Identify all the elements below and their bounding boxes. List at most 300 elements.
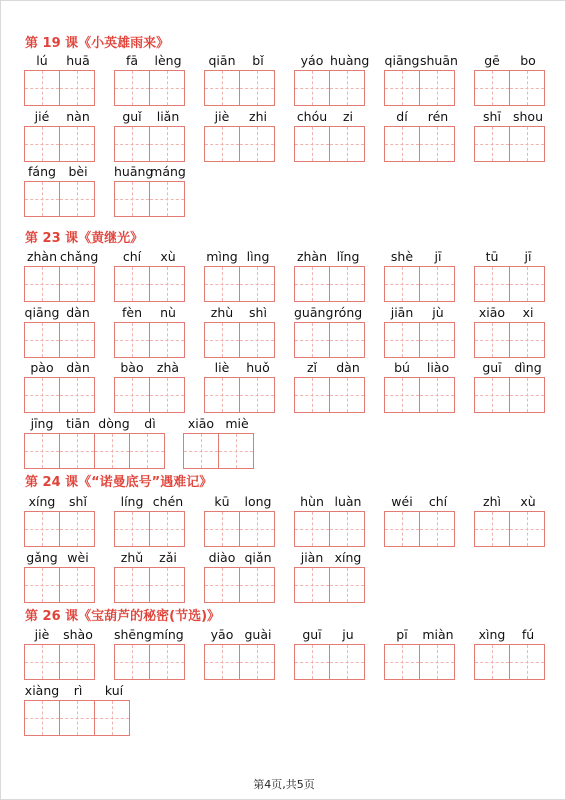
writing-grid (24, 511, 95, 547)
word-row (1, 305, 566, 361)
pinyin-syllable: míng (152, 627, 184, 642)
pinyin-syllable: kū (214, 494, 230, 509)
pinyin-line (24, 683, 132, 699)
pinyin-line (294, 305, 366, 321)
pinyin-syllable: jī (524, 249, 532, 264)
pinyin-syllable: lèng (154, 53, 182, 68)
writing-grid (294, 70, 365, 106)
tianzige-cell (59, 377, 95, 413)
pinyin-syllable: shào (63, 627, 93, 642)
tianzige-cell (149, 181, 185, 217)
pinyin-syllable: guǐ (122, 109, 142, 124)
pinyin-line (384, 494, 456, 510)
tianzige-cell (239, 511, 275, 547)
writing-grid (114, 126, 185, 162)
pinyin-syllable: wèi (67, 550, 89, 565)
pinyin-line (294, 550, 366, 566)
writing-grid (24, 700, 130, 736)
tianzige-cell (94, 433, 130, 469)
tianzige-cell (24, 322, 60, 358)
word-row (1, 627, 566, 683)
tianzige-cell (384, 644, 420, 680)
tianzige-cell (114, 266, 150, 302)
pinyin-line (24, 305, 96, 321)
pinyin-syllable: diào (208, 550, 236, 565)
pinyin-syllable: zǐ (306, 360, 318, 375)
tianzige-cell (294, 567, 330, 603)
pinyin-syllable: miàn (422, 627, 454, 642)
tianzige-cell (114, 322, 150, 358)
pinyin-syllable: wéi (391, 494, 413, 509)
pinyin-syllable: dòng (98, 416, 130, 431)
pinyin-syllable: guī (482, 360, 502, 375)
tianzige-cell (474, 511, 510, 547)
tianzige-cell (24, 377, 60, 413)
pinyin-line (114, 360, 186, 376)
pinyin-syllable: jiè (214, 109, 230, 124)
writing-grid (204, 644, 275, 680)
tianzige-cell (329, 377, 365, 413)
word-row (1, 249, 566, 305)
tianzige-cell (239, 644, 275, 680)
pinyin-syllable: luàn (334, 494, 362, 509)
tianzige-cell (149, 266, 185, 302)
pinyin-syllable: xù (520, 494, 536, 509)
tianzige-cell (294, 70, 330, 106)
pinyin-syllable: jī (434, 249, 442, 264)
pinyin-syllable: zǎi (159, 550, 177, 565)
tianzige-cell (218, 433, 254, 469)
word-row (1, 494, 566, 550)
pinyin-syllable: shī (483, 109, 501, 124)
tianzige-cell (509, 126, 545, 162)
pinyin-syllable: zhàn (26, 249, 58, 264)
tianzige-cell (149, 567, 185, 603)
pinyin-line (24, 494, 96, 510)
tianzige-cell (204, 126, 240, 162)
pinyin-syllable: líng (120, 494, 144, 509)
tianzige-cell (114, 567, 150, 603)
word-row (1, 550, 566, 606)
tianzige-cell (149, 322, 185, 358)
pinyin-syllable: ju (342, 627, 354, 642)
tianzige-cell (239, 126, 275, 162)
pinyin-syllable: zhù (210, 305, 234, 320)
pinyin-line (114, 164, 186, 180)
pinyin-syllable: long (244, 494, 272, 509)
tianzige-cell (183, 433, 219, 469)
pinyin-line (384, 627, 456, 643)
tianzige-cell (59, 266, 95, 302)
tianzige-cell (24, 70, 60, 106)
pinyin-syllable: shǐ (69, 494, 87, 509)
tianzige-cell (114, 377, 150, 413)
tianzige-cell (419, 377, 455, 413)
pinyin-syllable: xù (160, 249, 176, 264)
section-title: 第 19 课《小英雄雨来》 (25, 36, 170, 51)
pinyin-syllable: róng (333, 305, 363, 320)
tianzige-cell (294, 126, 330, 162)
pinyin-line (474, 494, 546, 510)
writing-grid (24, 322, 95, 358)
pinyin-syllable: chǎng (60, 249, 99, 264)
pinyin-syllable: bào (120, 360, 144, 375)
tianzige-cell (129, 433, 165, 469)
pinyin-syllable: gē (484, 53, 500, 68)
tianzige-cell (204, 70, 240, 106)
tianzige-cell (59, 700, 95, 736)
pinyin-syllable: chí (122, 249, 142, 264)
pinyin-syllable: shēng (114, 627, 152, 642)
tianzige-cell (329, 266, 365, 302)
tianzige-cell (149, 644, 185, 680)
pinyin-line (294, 249, 366, 265)
section-title: 第 24 课《“诺曼底号”遇难记》 (25, 475, 213, 490)
pinyin-syllable: liào (426, 360, 450, 375)
pinyin-syllable: huā (66, 53, 90, 68)
tianzige-cell (509, 266, 545, 302)
pinyin-syllable: huàng (330, 53, 370, 68)
tianzige-cell (239, 266, 275, 302)
tianzige-cell (59, 70, 95, 106)
tianzige-cell (419, 511, 455, 547)
pinyin-syllable: dàn (336, 360, 360, 375)
pinyin-line (204, 360, 276, 376)
tianzige-cell (59, 126, 95, 162)
pinyin-syllable: mìng (206, 249, 238, 264)
writing-grid (474, 644, 545, 680)
writing-grid (474, 266, 545, 302)
pinyin-syllable: dì (144, 416, 156, 431)
tianzige-cell (59, 433, 95, 469)
pinyin-syllable: kuí (104, 683, 124, 698)
tianzige-cell (329, 70, 365, 106)
pinyin-syllable: nù (160, 305, 176, 320)
pinyin-syllable: nàn (66, 109, 90, 124)
page-footer: 第4页,共5页 (253, 778, 315, 791)
pinyin-syllable: xiāo (187, 416, 215, 431)
tianzige-cell (94, 700, 130, 736)
tianzige-cell (329, 567, 365, 603)
word-row (1, 360, 566, 416)
tianzige-cell (114, 181, 150, 217)
writing-grid (24, 377, 95, 413)
pinyin-syllable: tiān (66, 416, 90, 431)
pinyin-line (384, 305, 456, 321)
tianzige-cell (294, 266, 330, 302)
tianzige-cell (474, 322, 510, 358)
tianzige-cell (114, 644, 150, 680)
tianzige-cell (24, 700, 60, 736)
tianzige-cell (509, 377, 545, 413)
pinyin-line (114, 109, 186, 125)
pinyin-syllable: lú (36, 53, 48, 68)
pinyin-syllable: chén (152, 494, 184, 509)
pinyin-syllable: guāng (294, 305, 334, 320)
writing-grid (24, 181, 95, 217)
writing-grid (114, 511, 185, 547)
pinyin-syllable: rén (427, 109, 449, 124)
word-row (1, 683, 566, 739)
writing-grid (114, 644, 185, 680)
writing-grid (114, 181, 185, 217)
writing-grid (204, 126, 275, 162)
pinyin-syllable: bǐ (252, 53, 264, 68)
pinyin-line (384, 249, 456, 265)
pinyin-syllable: dàn (66, 305, 90, 320)
tianzige-cell (474, 644, 510, 680)
tianzige-cell (384, 126, 420, 162)
writing-grid (474, 70, 545, 106)
tianzige-cell (24, 644, 60, 680)
writing-grid (384, 322, 455, 358)
pinyin-syllable: xiàng (24, 683, 60, 698)
pinyin-syllable: fú (521, 627, 535, 642)
pinyin-line (474, 53, 546, 69)
tianzige-cell (24, 266, 60, 302)
tianzige-cell (329, 511, 365, 547)
writing-grid (384, 377, 455, 413)
pinyin-syllable: jù (432, 305, 444, 320)
tianzige-cell (419, 644, 455, 680)
pinyin-syllable: jiè (34, 627, 50, 642)
pinyin-syllable: zhǔ (120, 550, 144, 565)
tianzige-cell (474, 266, 510, 302)
pinyin-syllable: zhi (249, 109, 267, 124)
pinyin-syllable: guī (302, 627, 322, 642)
pinyin-syllable: qiǎn (244, 550, 272, 565)
tianzige-cell (204, 377, 240, 413)
writing-grid (114, 567, 185, 603)
pinyin-line (114, 249, 186, 265)
tianzige-cell (149, 70, 185, 106)
pinyin-syllable: zhì (483, 494, 501, 509)
pinyin-syllable: jiàn (300, 550, 324, 565)
pinyin-line (114, 305, 186, 321)
word-row (1, 53, 566, 109)
pinyin-line (24, 627, 96, 643)
pinyin-syllable: huāng (114, 164, 154, 179)
pinyin-syllable: jiān (390, 305, 414, 320)
tianzige-cell (294, 322, 330, 358)
tianzige-cell (384, 511, 420, 547)
writing-grid (294, 266, 365, 302)
pinyin-line (204, 53, 276, 69)
tianzige-cell (24, 567, 60, 603)
writing-grid (204, 70, 275, 106)
pinyin-syllable: shou (512, 109, 543, 124)
writing-grid (474, 126, 545, 162)
pinyin-line (384, 53, 456, 69)
pinyin-line (24, 360, 96, 376)
writing-grid (24, 126, 95, 162)
pinyin-syllable: huǒ (246, 360, 270, 375)
pinyin-syllable: miè (225, 416, 249, 431)
tianzige-cell (239, 377, 275, 413)
writing-grid (24, 644, 95, 680)
tianzige-cell (59, 644, 95, 680)
pinyin-line (474, 305, 546, 321)
tianzige-cell (114, 70, 150, 106)
pinyin-syllable: tū (485, 249, 499, 264)
tianzige-cell (24, 126, 60, 162)
pinyin-line (24, 53, 96, 69)
tianzige-cell (149, 377, 185, 413)
tianzige-cell (384, 322, 420, 358)
pinyin-syllable: qiān (208, 53, 236, 68)
pinyin-line (24, 249, 99, 265)
pinyin-syllable: yāo (210, 627, 234, 642)
pinyin-line (204, 550, 276, 566)
pinyin-syllable: jié (34, 109, 50, 124)
tianzige-cell (239, 567, 275, 603)
pinyin-syllable: qiāng (24, 305, 60, 320)
writing-grid (204, 377, 275, 413)
tianzige-cell (204, 266, 240, 302)
pinyin-line (114, 627, 186, 643)
writing-grid (204, 266, 275, 302)
tianzige-cell (239, 322, 275, 358)
pinyin-line (24, 164, 96, 180)
tianzige-cell (204, 567, 240, 603)
pinyin-syllable: xìng (478, 627, 506, 642)
pinyin-line (204, 305, 276, 321)
word-row (1, 164, 566, 220)
tianzige-cell (114, 511, 150, 547)
pinyin-line (294, 360, 366, 376)
pinyin-syllable: liǎn (156, 109, 180, 124)
writing-grid (294, 567, 365, 603)
tianzige-cell (24, 511, 60, 547)
tianzige-cell (329, 322, 365, 358)
writing-grid (204, 511, 275, 547)
writing-grid (384, 126, 455, 162)
tianzige-cell (294, 377, 330, 413)
pinyin-line (474, 627, 546, 643)
pinyin-line (204, 249, 276, 265)
writing-grid (294, 377, 365, 413)
tianzige-cell (384, 377, 420, 413)
writing-grid (294, 511, 365, 547)
pinyin-syllable: xíng (334, 550, 362, 565)
pinyin-syllable: bú (394, 360, 410, 375)
pinyin-syllable: zi (342, 109, 354, 124)
tianzige-cell (419, 70, 455, 106)
pinyin-syllable: shuān (420, 53, 458, 68)
writing-grid (24, 567, 95, 603)
pinyin-syllable: hùn (300, 494, 324, 509)
tianzige-cell (114, 126, 150, 162)
writing-grid (204, 567, 275, 603)
writing-grid (24, 433, 165, 469)
pinyin-line (24, 109, 96, 125)
pinyin-syllable: lìng (246, 249, 270, 264)
pinyin-syllable: fèn (121, 305, 142, 320)
writing-grid (294, 644, 365, 680)
writing-grid (114, 322, 185, 358)
writing-grid (114, 70, 185, 106)
pinyin-syllable: xiāo (478, 305, 506, 320)
pinyin-syllable: pào (30, 360, 54, 375)
tianzige-cell (24, 433, 60, 469)
writing-grid (474, 377, 545, 413)
pinyin-syllable: zhà (156, 360, 180, 375)
tianzige-cell (294, 644, 330, 680)
pinyin-line (294, 494, 366, 510)
tianzige-cell (329, 126, 365, 162)
word-row (1, 109, 566, 165)
writing-grid (384, 511, 455, 547)
writing-grid (384, 70, 455, 106)
writing-grid (24, 266, 95, 302)
tianzige-cell (149, 126, 185, 162)
pinyin-line (474, 109, 546, 125)
pinyin-syllable: qiāng (384, 53, 420, 68)
pinyin-syllable: xi (522, 305, 534, 320)
tianzige-cell (204, 322, 240, 358)
pinyin-line (384, 360, 456, 376)
pinyin-syllable: yáo (300, 53, 324, 68)
pinyin-syllable: chí (428, 494, 448, 509)
pinyin-syllable: bèi (68, 164, 88, 179)
tianzige-cell (24, 181, 60, 217)
pinyin-line (204, 109, 276, 125)
pinyin-syllable: rì (73, 683, 83, 698)
writing-grid (294, 126, 365, 162)
pinyin-syllable: lǐng (336, 249, 360, 264)
tianzige-cell (474, 70, 510, 106)
pinyin-syllable: fáng (28, 164, 56, 179)
tianzige-cell (419, 322, 455, 358)
section-title: 第 23 课《黄继光》 (25, 231, 144, 246)
writing-grid (384, 266, 455, 302)
writing-grid (294, 322, 365, 358)
writing-grid (204, 322, 275, 358)
tianzige-cell (384, 70, 420, 106)
tianzige-cell (294, 511, 330, 547)
writing-grid (24, 70, 95, 106)
pinyin-syllable: liè (214, 360, 230, 375)
tianzige-cell (509, 644, 545, 680)
writing-grid (474, 511, 545, 547)
pinyin-line (24, 416, 168, 432)
writing-grid (183, 433, 254, 469)
tianzige-cell (509, 322, 545, 358)
pinyin-line (294, 53, 370, 69)
pinyin-syllable: fā (125, 53, 139, 68)
pinyin-syllable: zhàn (296, 249, 328, 264)
tianzige-cell (59, 322, 95, 358)
pinyin-syllable: pī (396, 627, 408, 642)
tianzige-cell (474, 126, 510, 162)
tianzige-cell (509, 511, 545, 547)
pinyin-syllable: dí (396, 109, 408, 124)
pinyin-line (183, 416, 255, 432)
pinyin-line (294, 627, 366, 643)
section-title: 第 26 课《宝葫芦的秘密(节选)》 (25, 609, 221, 624)
pinyin-syllable: gǎng (26, 550, 58, 565)
writing-grid (384, 644, 455, 680)
pinyin-line (294, 109, 366, 125)
pinyin-line (114, 494, 186, 510)
pinyin-line (474, 249, 546, 265)
pinyin-line (114, 550, 186, 566)
pinyin-line (114, 53, 186, 69)
pinyin-line (384, 109, 456, 125)
pinyin-syllable: shè (390, 249, 414, 264)
writing-grid (474, 322, 545, 358)
tianzige-cell (149, 511, 185, 547)
